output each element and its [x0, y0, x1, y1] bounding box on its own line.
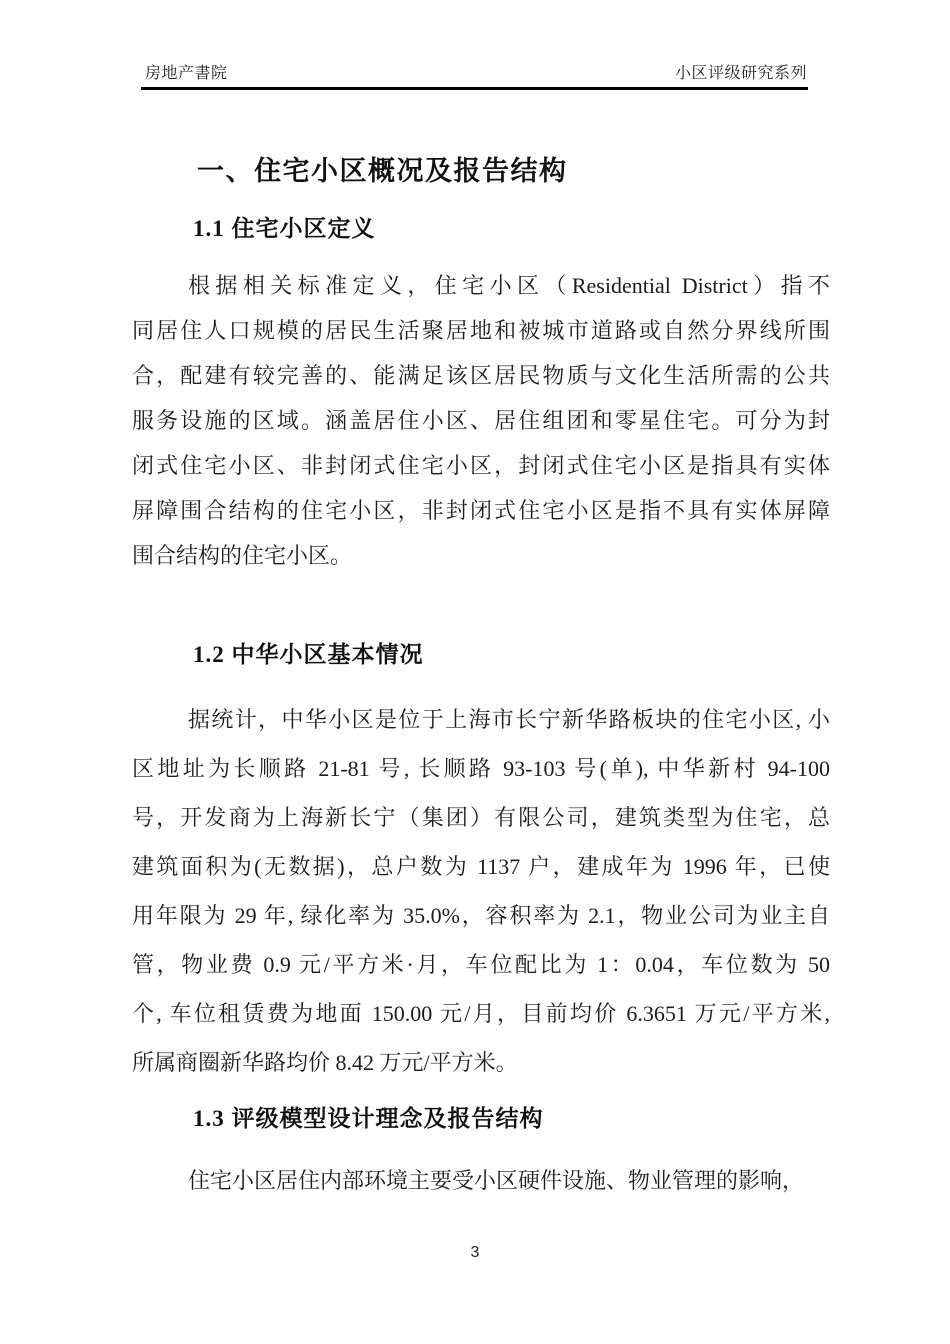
text-line: 个, 车位租赁费为地面 150.00 元/月，目前均价 6.3651 万元/平方米, — [132, 1001, 830, 1026]
text-line: 号，开发商为上海新长宁（集团）有限公司，建筑类型为住宅，总 — [132, 805, 830, 830]
paragraph-definition — [132, 263, 830, 578]
page-header — [145, 60, 807, 83]
chapter-heading: 一、住宅小区概况及报告结构 — [197, 156, 568, 186]
text-line: 建筑面积为(无数据)，总户数为 1137 户，建成年为 1996 年，已使 — [132, 854, 830, 879]
text-line: 区地址为长顺路 21-81 号, 长顺路 93-103 号(单), 中华新村 94-100 — [132, 756, 830, 781]
text-line: 根据相关标准定义，住宅小区（Residential District）指不 — [188, 273, 830, 298]
subsection-heading-1-1: 1.1 住宅小区定义 — [193, 216, 376, 241]
text-line: 用年限为 29 年, 绿化率为 35.0%，容积率为 2.1，物业公司为业主自 — [132, 903, 830, 928]
text-line: 住宅小区居住内部环境主要受小区硬件设施、物业管理的影响， — [188, 1168, 805, 1193]
subsection-heading-1-2: 1.2 中华小区基本情况 — [193, 642, 424, 667]
page-number: 3 — [470, 1244, 480, 1261]
header-left-text: 房地产書院 — [145, 65, 228, 82]
header-right-text: 小区评级研究系列 — [674, 65, 807, 82]
subsection-heading-1-3: 1.3 评级模型设计理念及报告结构 — [193, 1106, 544, 1131]
text-line: 围合结构的住宅小区。 — [132, 543, 353, 568]
header-rule — [141, 87, 808, 90]
text-line: 管，物业费 0.9 元/平方米·月，车位配比为 1：0.04，车位数为 50 — [132, 952, 830, 977]
paragraph-basic-info — [132, 695, 830, 1087]
text-line: 合，配建有较完善的、能满足该区居民物质与文化生活所需的公共 — [132, 363, 830, 388]
text-line: 屏障围合结构的住宅小区，非封闭式住宅小区是指不具有实体屏障 — [132, 498, 830, 523]
paragraph-model-design — [132, 1158, 830, 1203]
text-line: 服务设施的区域。涵盖居住小区、居住组团和零星住宅。可分为封 — [132, 408, 830, 433]
text-line: 据统计，中华小区是位于上海市长宁新华路板块的住宅小区, 小 — [188, 707, 830, 732]
text-line: 所属商圈新华路均价 8.42 万元/平方米。 — [132, 1050, 518, 1075]
text-line: 同居住人口规模的居民生活聚居地和被城市道路或自然分界线所围 — [132, 318, 830, 343]
text-line: 闭式住宅小区、非封闭式住宅小区，封闭式住宅小区是指具有实体 — [132, 453, 830, 478]
